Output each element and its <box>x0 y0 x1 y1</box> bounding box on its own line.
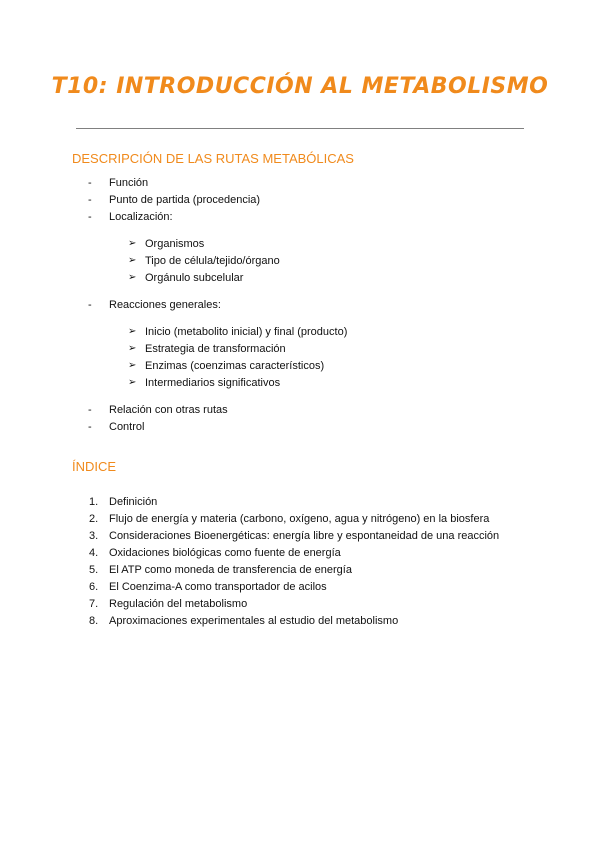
index-number: 1. <box>89 496 99 508</box>
index-label: Consideraciones Bioenergéticas: energía libre y espontaneidad de una reacción <box>109 530 500 542</box>
arrow-bullet-icon: ➢ <box>128 326 137 337</box>
index-label: Oxidaciones biológicas como fuente de energía <box>109 547 341 559</box>
arrow-bullet-icon: ➢ <box>128 360 137 371</box>
list-item-label: Función <box>109 177 149 189</box>
list-item-label: Punto de partida (procedencia) <box>109 194 261 206</box>
bullet-dash: - <box>88 194 92 206</box>
index-label: El ATP como moneda de transferencia de energía <box>109 564 352 576</box>
index-number: 7. <box>89 598 99 610</box>
bullet-dash: - <box>88 299 92 311</box>
arrow-bullet-icon: ➢ <box>128 343 137 354</box>
index-number: 5. <box>89 564 99 576</box>
bullet-dash: - <box>88 421 92 433</box>
list-item-label: Relación con otras rutas <box>109 404 228 416</box>
list-item-label: Control <box>109 421 145 433</box>
page-title: T10: INTRODUCCIÓN AL METABOLISMO <box>51 74 549 99</box>
index-label: Definición <box>109 496 158 508</box>
index-number: 6. <box>89 581 99 593</box>
section-heading-indice: ÍNDICE <box>72 459 117 474</box>
title-divider <box>76 128 524 129</box>
index-label: Regulación del metabolismo <box>109 598 248 610</box>
list-item-label: Reacciones generales: <box>109 299 221 311</box>
sub-list-item-label: Orgánulo subcelular <box>145 272 244 284</box>
arrow-bullet-icon: ➢ <box>128 255 137 266</box>
bullet-dash: - <box>88 211 92 223</box>
sub-list-item-label: Enzimas (coenzimas característicos) <box>145 360 325 372</box>
index-number: 3. <box>89 530 99 542</box>
section-heading-descripcion: DESCRIPCIÓN DE LAS RUTAS METABÓLICAS <box>72 151 354 166</box>
index-number: 4. <box>89 547 99 559</box>
arrow-bullet-icon: ➢ <box>128 377 137 388</box>
arrow-bullet-icon: ➢ <box>128 272 137 283</box>
arrow-bullet-icon: ➢ <box>128 238 137 249</box>
index-label: Aproximaciones experimentales al estudio del metabolismo <box>109 615 399 627</box>
sub-list-item-label: Estrategia de transformación <box>145 343 286 355</box>
index-number: 8. <box>89 615 99 627</box>
bullet-dash: - <box>88 177 92 189</box>
sub-list-item-label: Intermediarios significativos <box>145 377 281 389</box>
list-item-label: Localización: <box>109 211 173 223</box>
sub-list-item-label: Inicio (metabolito inicial) y final (producto) <box>145 326 348 338</box>
sub-list-item-label: Tipo de célula/tejido/órgano <box>145 255 280 267</box>
sub-list-item-label: Organismos <box>145 238 205 250</box>
index-number: 2. <box>89 513 99 525</box>
index-label: Flujo de energía y materia (carbono, oxígeno, agua y nitrógeno) en la biosfera <box>109 513 490 525</box>
index-label: El Coenzima-A como transportador de acilos <box>109 581 327 593</box>
bullet-dash: - <box>88 404 92 416</box>
